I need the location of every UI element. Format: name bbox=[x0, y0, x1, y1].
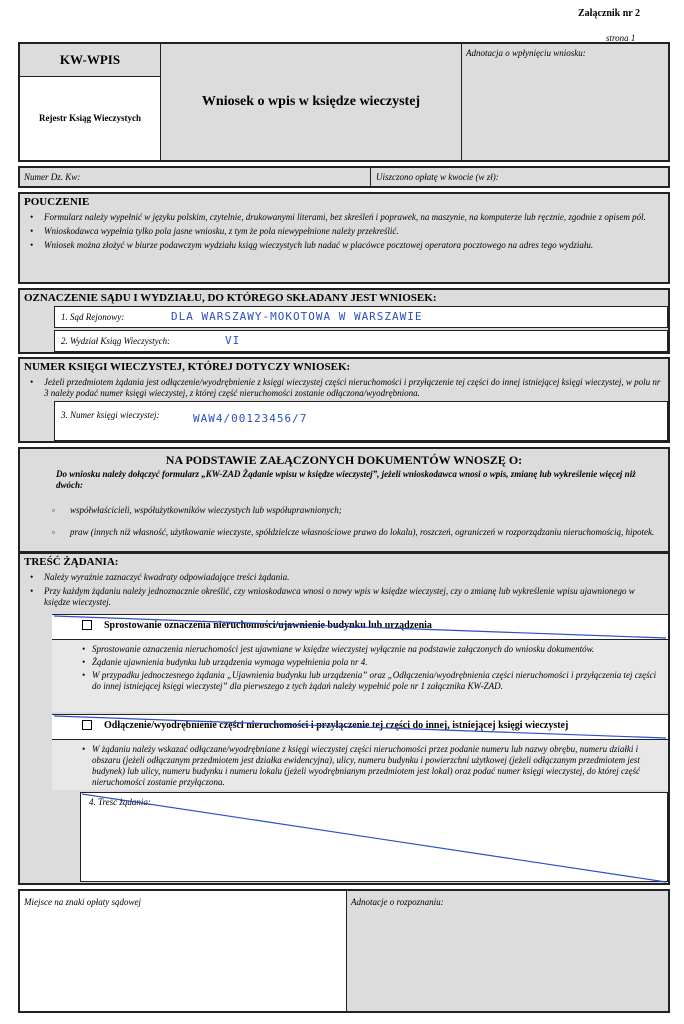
fee-stamp-label: Miejsce na znaki opłaty sądowej bbox=[24, 897, 141, 907]
podstawa-subtitle: Do wniosku należy dołączyć formularz „KW-ZAD Żądanie wpisu w księdze wieczystej”, jeżeli wnioskodawca wnosi o wpis, zmianę lub wykreślenie więcej niż dwóch: bbox=[56, 469, 636, 490]
field-value: WAW4/00123456/7 bbox=[193, 412, 308, 425]
podstawa-section bbox=[18, 447, 670, 553]
list-item: • Formularz należy wypełnić w języku polskim, czytelnie, drukowanymi literami, bez skreśleń i poprawek, na maszynie, na komputerze lub ręcznie, zgodnie z opisem pól. bbox=[30, 212, 646, 222]
page-label: strona 1 bbox=[606, 33, 636, 43]
field-value: DLA WARSZAWY-MOKOTOWA W WARSZAWIE bbox=[171, 310, 423, 323]
list-item: • Należy wyraźnie zaznaczyć kwadraty odpowiadające treści żądania. bbox=[30, 572, 290, 582]
list-item: ▫ współwłaścicieli, współużytkowników wieczystych lub współuprawnionych; bbox=[52, 505, 342, 515]
sad-title: OZNACZENIE SĄDU I WYDZIAŁU, DO KTÓREGO SKŁADANY JEST WNIOSEK: bbox=[24, 292, 437, 304]
wydzial-field[interactable] bbox=[54, 330, 668, 352]
oplata-label: Uiszczono opłatę w kwocie (w zł): bbox=[376, 172, 499, 182]
numer-title: NUMER KSIĘGI WIECZYSTEJ, KTÓREJ DOTYCZY WNIOSEK: bbox=[24, 361, 351, 373]
list-item: • Sprostowanie oznaczenia nieruchomości jest ujawniane w księdze wieczystej wyłącznie na podstawie załączonych do wniosku dokumentów. bbox=[82, 644, 595, 654]
list-item: • Wnioskodawca wypełnia tylko pola jasne wniosku, z tym że pola niewypełnione należy przekreślić. bbox=[30, 226, 399, 236]
title-block bbox=[18, 42, 670, 162]
list-item: • Przy każdym żądaniu należy jednoznacznie określić, czy wnioskodawca wnosi o nowy wpis w księdze wieczystej, czy o zmianę lub wykreślenie wpisu ujawnionego w księdze wieczystej. bbox=[30, 586, 635, 607]
list-item: • W przypadku jednoczesnego żądania „Ujawnienia budynku lub urządzenia” oraz „Odłączenia/wyodrębnienia części nieruchomości i przyłączenia tej części do innej istniejącej księgi wieczystej” dla pierwszego z tych żądań należy wypełnić pole nr 1 załącznika KW-ZAD. bbox=[82, 670, 657, 691]
form-code-cell bbox=[20, 44, 160, 77]
numer-dz-label: Numer Dz. Kw: bbox=[24, 172, 81, 182]
list-item: • W żądaniu należy wskazać odłączane/wyodrębniane z księgi wieczystej części nieruchomości przez podanie numeru lub nazwy obrębu, numeru działki i obszaru (jeżeli odłączanym przedmiotem jest działka ewidencyjna), ulicy, numeru budynku i powierzchni użytkowej (jeżeli odłączanym przedmiotem jest budynek) lub ulicy, numeru budynku i numeru lokalu (jeżeli wyodrębnianym przedmiotem jest lokal) oraz podać numer księgi wieczystej, do której część nieruchomości zostanie przyłączona. bbox=[82, 744, 641, 787]
numer-note: • Jeżeli przedmiotem żądania jest odłączenie/wyodrębnienie z księgi wieczystej części nieruchomości i przyłączenie tej części do innej istniejącej księgi wieczystej, w polu nr 3 należy podać numer księgi wieczystej, z której część nieruchomości zostanie odłączona/wyodrębniona. bbox=[30, 377, 661, 398]
field-label: 3. Numer księgi wieczystej: bbox=[61, 410, 160, 420]
form-title: Wniosek o wpis w księdze wieczystej bbox=[201, 94, 421, 109]
title-cell bbox=[160, 44, 462, 160]
list-item: • Żądanie ujawnienia budynku lub urządzenia wymaga wypełnienia pola nr 4. bbox=[82, 657, 368, 667]
strike-line bbox=[54, 716, 666, 738]
list-item: • Wniosek można złożyć w biurze podawczym wydziału ksiąg wieczystych lub nadać w placówce pocztowej operatora pocztowego na adres tego wydziału. bbox=[30, 240, 594, 250]
footer-block bbox=[18, 889, 670, 1013]
option-2-label: Odłączenie/wyodrębnienie części nieruchomości i przyłączenie tej części do innej, istniejącej księgi wieczystej bbox=[104, 720, 569, 731]
fees-row bbox=[18, 166, 670, 188]
adnotacja-label: Adnotacja o wpłynięciu wniosku: bbox=[466, 48, 586, 58]
strike-line bbox=[82, 794, 666, 882]
fee-stamp-area bbox=[20, 891, 347, 1011]
registry-cell bbox=[20, 76, 160, 160]
pouczenie-section bbox=[18, 192, 670, 284]
strike-lines bbox=[20, 554, 668, 884]
podstawa-title: NA PODSTAWIE ZAŁĄCZONYCH DOKUMENTÓW WNOSZĘ O: bbox=[165, 453, 523, 467]
registry-name: Rejestr Ksiąg Wieczystych bbox=[39, 113, 141, 123]
option-1-label: Sprostowanie oznaczenia nieruchomości/ujawnienie budynku lub urządzenia bbox=[104, 620, 432, 631]
adnotacja-cell bbox=[462, 44, 668, 160]
pouczenie-title: POUCZENIE bbox=[24, 196, 90, 208]
field-label: 4. Treść żądania: bbox=[89, 797, 151, 807]
divider bbox=[370, 168, 371, 186]
form-code: KW-WPIS bbox=[59, 52, 121, 67]
strike-line bbox=[54, 616, 666, 638]
field-value: VI bbox=[225, 334, 241, 347]
sad-rejonowy-field[interactable] bbox=[54, 306, 668, 328]
adnotacje-label: Adnotacje o rozpoznaniu: bbox=[351, 897, 444, 907]
tresc-section bbox=[18, 553, 670, 885]
attachment-label: Załącznik nr 2 bbox=[578, 8, 641, 19]
tresc-title: TREŚĆ ŻĄDANIA: bbox=[24, 556, 119, 568]
sad-section bbox=[18, 288, 670, 354]
numer-ksiegi-field[interactable] bbox=[54, 401, 668, 441]
field-label: 1. Sąd Rejonowy: bbox=[61, 312, 125, 322]
numer-section bbox=[18, 357, 670, 443]
adnotacje-area bbox=[347, 891, 668, 1011]
field-label: 2. Wydział Ksiąg Wieczystych: bbox=[61, 336, 171, 346]
list-item: ▫ praw (innych niż własność, użytkowanie wieczyste, spółdzielcze własnościowe prawo do lokalu), roszczeń, ograniczeń w rozporządzaniu nieruchomością, hipotek. bbox=[52, 527, 655, 537]
pouczenie-list bbox=[26, 212, 662, 251]
